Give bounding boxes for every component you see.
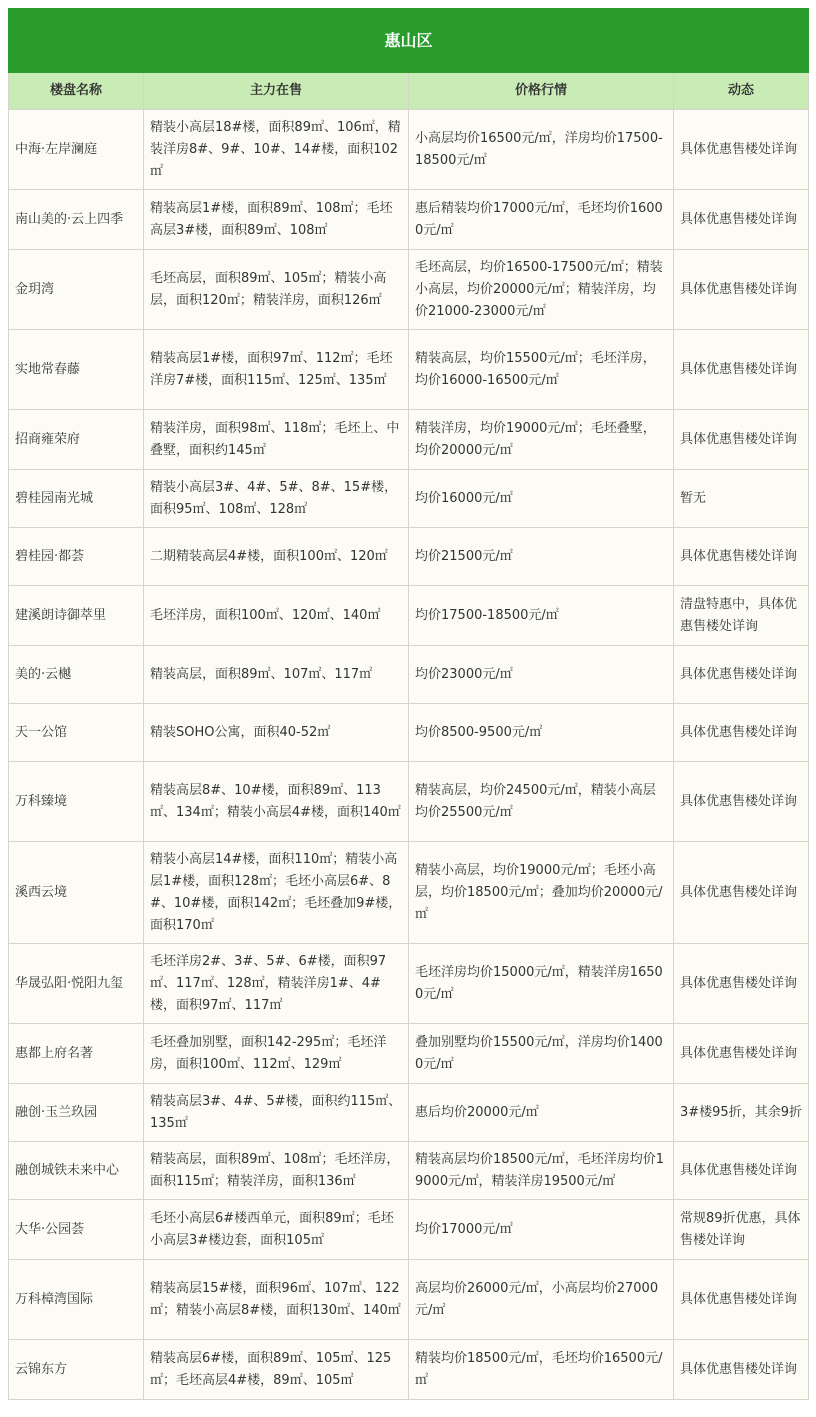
cell-sale: 二期精装高层4#楼，面积100㎡、120㎡ [144, 528, 409, 586]
property-table [8, 8, 809, 1400]
cell-name: 融创·玉兰玖园 [9, 1084, 144, 1142]
cell-status: 具体优惠售楼处详询 [674, 762, 809, 842]
cell-sale: 精装小高层14#楼，面积110㎡；精装小高层1#楼，面积128㎡；毛坯小高层6#、8#、10#楼，面积142㎡；毛坯叠加9#楼，面积170㎡ [144, 842, 409, 944]
cell-sale: 精装高层8#、10#楼，面积89㎡、113㎡、134㎡；精装小高层4#楼，面积140㎡ [144, 762, 409, 842]
cell-sale: 毛坯高层，面积89㎡、105㎡；精装小高层，面积120㎡；精装洋房，面积126㎡ [144, 250, 409, 330]
cell-price: 均价17500-18500元/㎡ [409, 586, 674, 646]
property-table-container [8, 8, 808, 1400]
cell-status: 常规89折优惠，具体售楼处详询 [674, 1200, 809, 1260]
cell-sale: 毛坯洋房2#、3#、5#、6#楼，面积97㎡、117㎡、128㎡，精装洋房1#、4#楼，面积97㎡、117㎡ [144, 944, 409, 1024]
cell-status: 3#楼95折，其余9折 [674, 1084, 809, 1142]
cell-price: 惠后精装均价17000元/㎡，毛坯均价16000元/㎡ [409, 190, 674, 250]
header-row [9, 73, 809, 110]
cell-status: 具体优惠售楼处详询 [674, 528, 809, 586]
table-row [9, 250, 809, 330]
cell-name: 溪西云境 [9, 842, 144, 944]
cell-sale: 精装洋房，面积98㎡、118㎡；毛坯上、中叠墅，面积约145㎡ [144, 410, 409, 470]
column-header-name: 楼盘名称 [9, 73, 144, 110]
cell-price: 高层均价26000元/㎡，小高层均价27000元/㎡ [409, 1260, 674, 1340]
table-row [9, 1200, 809, 1260]
cell-sale: 毛坯叠加别墅，面积142-295㎡；毛坯洋房，面积100㎡、112㎡、129㎡ [144, 1024, 409, 1084]
cell-price: 精装高层均价18500元/㎡，毛坯洋房均价19000元/㎡，精装洋房19500元/㎡ [409, 1142, 674, 1200]
cell-price: 精装洋房，均价19000元/㎡；毛坯叠墅，均价20000元/㎡ [409, 410, 674, 470]
cell-name: 南山美的·云上四季 [9, 190, 144, 250]
cell-name: 碧桂园·都荟 [9, 528, 144, 586]
cell-name: 招商雍荣府 [9, 410, 144, 470]
table-row [9, 470, 809, 528]
cell-sale: 毛坯洋房，面积100㎡、120㎡、140㎡ [144, 586, 409, 646]
table-row [9, 330, 809, 410]
cell-sale: 精装高层6#楼，面积89㎡、105㎡、125㎡；毛坯高层4#楼，89㎡、105㎡ [144, 1340, 409, 1400]
cell-price: 毛坯高层，均价16500-17500元/㎡；精装小高层，均价20000元/㎡；精装洋房，均价21000-23000元/㎡ [409, 250, 674, 330]
cell-price: 惠后均价20000元/㎡ [409, 1084, 674, 1142]
cell-price: 叠加别墅均价15500元/㎡，洋房均价14000元/㎡ [409, 1024, 674, 1084]
cell-status: 具体优惠售楼处详询 [674, 330, 809, 410]
cell-name: 实地常春藤 [9, 330, 144, 410]
cell-status: 具体优惠售楼处详询 [674, 250, 809, 330]
cell-price: 毛坯洋房均价15000元/㎡，精装洋房16500元/㎡ [409, 944, 674, 1024]
cell-status: 具体优惠售楼处详询 [674, 110, 809, 190]
cell-price: 均价17000元/㎡ [409, 1200, 674, 1260]
cell-name: 建溪朗诗御萃里 [9, 586, 144, 646]
cell-sale: 精装高层1#楼，面积97㎡、112㎡；毛坯洋房7#楼，面积115㎡、125㎡、135㎡ [144, 330, 409, 410]
cell-name: 金玥湾 [9, 250, 144, 330]
cell-price: 精装均价18500元/㎡，毛坯均价16500元/㎡ [409, 1340, 674, 1400]
cell-name: 中海·左岸澜庭 [9, 110, 144, 190]
cell-sale: 毛坯小高层6#楼西单元，面积89㎡；毛坯小高层3#楼边套，面积105㎡ [144, 1200, 409, 1260]
cell-status: 具体优惠售楼处详询 [674, 646, 809, 704]
cell-sale: 精装高层15#楼，面积96㎡、107㎡、122㎡；精装小高层8#楼，面积130㎡、140㎡ [144, 1260, 409, 1340]
cell-status: 清盘特惠中，具体优惠售楼处详询 [674, 586, 809, 646]
cell-status: 具体优惠售楼处详询 [674, 944, 809, 1024]
cell-name: 融创城铁未来中心 [9, 1142, 144, 1200]
cell-sale: 精装高层，面积89㎡、108㎡；毛坯洋房，面积115㎡；精装洋房，面积136㎡ [144, 1142, 409, 1200]
cell-name: 碧桂园南光城 [9, 470, 144, 528]
cell-sale: 精装SOHO公寓，面积40-52㎡ [144, 704, 409, 762]
cell-price: 小高层均价16500元/㎡，洋房均价17500-18500元/㎡ [409, 110, 674, 190]
table-title: 惠山区 [9, 9, 809, 73]
table-row [9, 704, 809, 762]
cell-status: 暂无 [674, 470, 809, 528]
table-row [9, 1340, 809, 1400]
cell-name: 万科臻境 [9, 762, 144, 842]
cell-price: 均价16000元/㎡ [409, 470, 674, 528]
table-row [9, 586, 809, 646]
cell-status: 具体优惠售楼处详询 [674, 190, 809, 250]
cell-sale: 精装小高层3#、4#、5#、8#、15#楼，面积95㎡、108㎡、128㎡ [144, 470, 409, 528]
cell-status: 具体优惠售楼处详询 [674, 1340, 809, 1400]
cell-price: 精装高层，均价24500元/㎡，精装小高层均价25500元/㎡ [409, 762, 674, 842]
table-row [9, 190, 809, 250]
cell-status: 具体优惠售楼处详询 [674, 1260, 809, 1340]
table-row [9, 842, 809, 944]
cell-status: 具体优惠售楼处详询 [674, 842, 809, 944]
cell-price: 均价21500元/㎡ [409, 528, 674, 586]
column-header-status: 动态 [674, 73, 809, 110]
cell-price: 均价8500-9500元/㎡ [409, 704, 674, 762]
cell-name: 万科樟湾国际 [9, 1260, 144, 1340]
cell-name: 云锦东方 [9, 1340, 144, 1400]
cell-name: 美的·云樾 [9, 646, 144, 704]
cell-status: 具体优惠售楼处详询 [674, 1142, 809, 1200]
table-row [9, 762, 809, 842]
table-row [9, 1024, 809, 1084]
cell-status: 具体优惠售楼处详询 [674, 704, 809, 762]
cell-sale: 精装高层，面积89㎡、107㎡、117㎡ [144, 646, 409, 704]
cell-name: 天一公馆 [9, 704, 144, 762]
cell-status: 具体优惠售楼处详询 [674, 410, 809, 470]
column-header-sale: 主力在售 [144, 73, 409, 110]
table-row [9, 1260, 809, 1340]
cell-sale: 精装高层3#、4#、5#楼，面积约115㎡、135㎡ [144, 1084, 409, 1142]
table-row [9, 944, 809, 1024]
column-header-price: 价格行情 [409, 73, 674, 110]
table-row [9, 1084, 809, 1142]
cell-price: 精装高层，均价15500元/㎡；毛坯洋房，均价16000-16500元/㎡ [409, 330, 674, 410]
table-row [9, 528, 809, 586]
cell-price: 精装小高层，均价19000元/㎡；毛坯小高层，均价18500元/㎡；叠加均价20000元/㎡ [409, 842, 674, 944]
cell-sale: 精装小高层18#楼，面积89㎡、106㎡，精装洋房8#、9#、10#、14#楼，面积102㎡ [144, 110, 409, 190]
table-row [9, 1142, 809, 1200]
table-row [9, 110, 809, 190]
cell-sale: 精装高层1#楼，面积89㎡、108㎡；毛坯高层3#楼，面积89㎡、108㎡ [144, 190, 409, 250]
cell-status: 具体优惠售楼处详询 [674, 1024, 809, 1084]
table-row [9, 410, 809, 470]
cell-price: 均价23000元/㎡ [409, 646, 674, 704]
cell-name: 大华·公园荟 [9, 1200, 144, 1260]
table-row [9, 646, 809, 704]
cell-name: 惠都上府名著 [9, 1024, 144, 1084]
cell-name: 华晟弘阳·悦阳九玺 [9, 944, 144, 1024]
